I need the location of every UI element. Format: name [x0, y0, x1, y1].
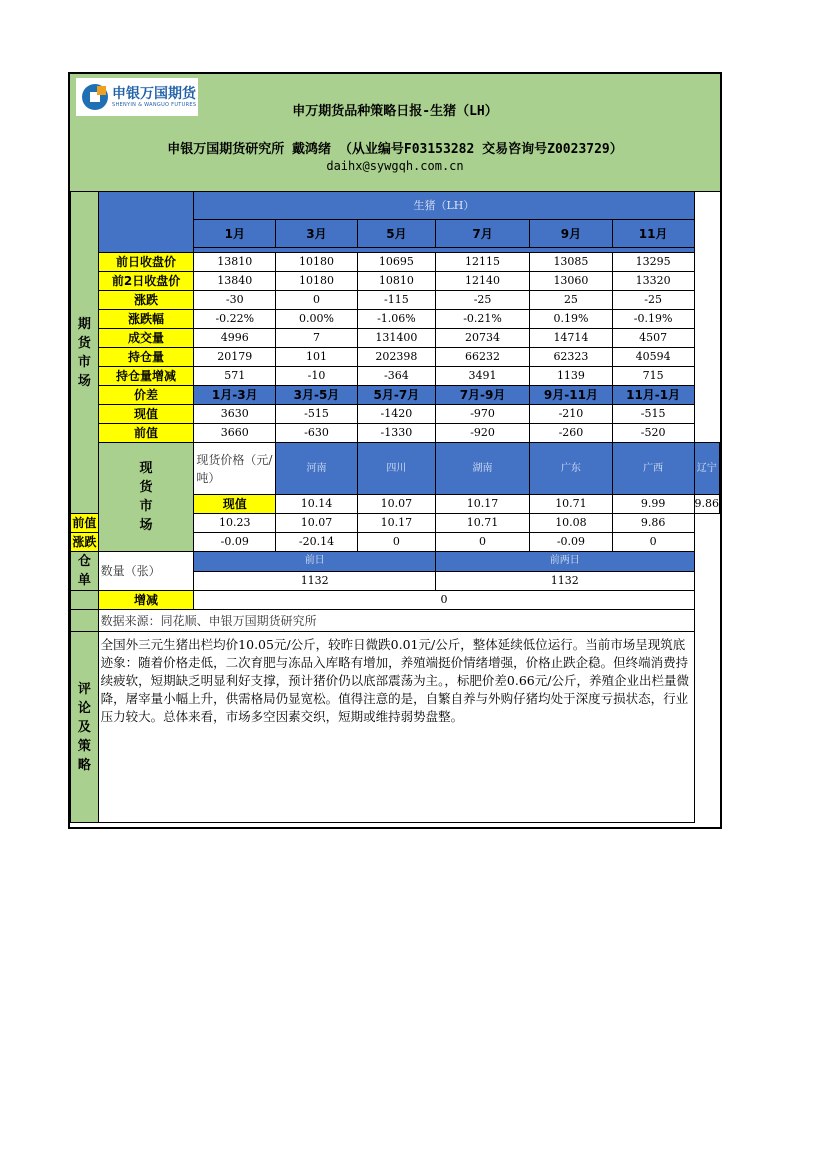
spot-section-label [98, 443, 194, 552]
province-header: 广西 [612, 443, 694, 495]
spread-cell: -630 [276, 424, 358, 443]
futures-cell: 13810 [194, 253, 276, 272]
futures-cell: 20734 [435, 329, 529, 348]
futures-cell: 13320 [612, 272, 694, 291]
futures-row-label: 持仓量增减 [98, 367, 194, 386]
futures-cell: 10810 [357, 272, 435, 291]
futures-row-label: 持仓量 [98, 348, 194, 367]
futures-row-label: 涨跌 [98, 291, 194, 310]
spot-row-label: 现值 [194, 495, 276, 514]
futures-cell: 571 [194, 367, 276, 386]
warehouse-qty-label: 数量（张） [98, 552, 194, 591]
futures-cell: 25 [530, 291, 613, 310]
province-header: 辽宁 [694, 443, 720, 495]
spread-cell: -515 [612, 405, 694, 424]
report-title: 申万期货品种策略日报-生猪（LH） [292, 104, 498, 119]
futures-cell: 12115 [435, 253, 529, 272]
spread-header: 1月-3月 [194, 386, 276, 405]
commentary-section-text: 评论及策略 [77, 681, 91, 773]
commentary-text: 全国外三元生猪出栏均价10.05元/公斤，较昨日微跌0.01元/公斤，整体延续低位运行。当前市场呈现筑底迹象：随着价格走低，二次育肥与冻品入库略有增加，养殖端挺价情绪增强，价格止跌企稳。但终端消费持续疲软，短期缺乏明显利好支撑，预计猪价仍以底部震荡为主。，标肥价差0.66元/公斤，养殖企业出栏量微降，屠宰量小幅上升，供需格局仍显宽松。值得注意的是，自繁自养与外购仔猪均处于深度亏损状态，行业压力较大。总体来看，市场多空因素交织，短期或维持弱势盘整。 [98, 632, 694, 823]
futures-cell: 10180 [276, 272, 358, 291]
futures-cell: -115 [357, 291, 435, 310]
spread-row-label: 现值 [98, 405, 194, 424]
spot-section-text: 现货市场 [139, 461, 153, 533]
spread-cell: -1330 [357, 424, 435, 443]
spot-cell: 10.14 [276, 495, 358, 514]
warehouse-col-prev2: 前两日 [435, 552, 694, 572]
spot-cell: -20.14 [276, 533, 358, 552]
report-header [70, 74, 720, 192]
futures-cell: 1139 [530, 367, 613, 386]
month-header: 1月 [194, 220, 276, 248]
warehouse-change-label: 增减 [98, 591, 194, 610]
month-header: 9月 [530, 220, 613, 248]
spread-cell: -210 [530, 405, 613, 424]
futures-row-label: 前2日收盘价 [98, 272, 194, 291]
logo-en-text: SHENYIN & WANGUO FUTURES [112, 102, 197, 108]
futures-cell: -10 [276, 367, 358, 386]
province-header: 湖南 [435, 443, 529, 495]
spot-cell: 10.07 [357, 495, 435, 514]
spot-cell: 10.71 [530, 495, 613, 514]
data-source: 数据来源：同花顺、申银万国期货研究所 [98, 610, 694, 632]
spot-cell: -0.09 [194, 533, 276, 552]
warehouse-val-prev: 1132 [194, 571, 436, 591]
spread-cell: -970 [435, 405, 529, 424]
spread-header: 11月-1月 [612, 386, 694, 405]
futures-cell: -25 [435, 291, 529, 310]
warehouse-side-filler [71, 591, 99, 610]
spread-header: 9月-11月 [530, 386, 613, 405]
futures-cell: 62323 [530, 348, 613, 367]
source-side-filler [71, 610, 99, 632]
futures-cell: 0 [276, 291, 358, 310]
futures-cell: 14714 [530, 329, 613, 348]
spread-label: 价差 [98, 386, 194, 405]
spot-cell: 10.08 [530, 514, 613, 533]
spread-cell: 3660 [194, 424, 276, 443]
month-header: 11月 [612, 220, 694, 248]
futures-cell: 202398 [357, 348, 435, 367]
spread-cell: -1420 [357, 405, 435, 424]
futures-cell: 66232 [435, 348, 529, 367]
futures-cell: 101 [276, 348, 358, 367]
spot-cell: 9.86 [612, 514, 694, 533]
futures-cell: -0.21% [435, 310, 529, 329]
spot-cell: 0 [612, 533, 694, 552]
spread-cell: -520 [612, 424, 694, 443]
spot-row-label: 涨跌 [71, 533, 99, 552]
spot-cell: 10.07 [276, 514, 358, 533]
warehouse-val-prev2: 1132 [435, 571, 694, 591]
futures-corner [98, 192, 194, 253]
futures-cell: 0.00% [276, 310, 358, 329]
spread-cell: -515 [276, 405, 358, 424]
report-sheet [68, 72, 722, 829]
spot-cell: 9.86 [694, 495, 720, 514]
spot-cell: 10.71 [435, 514, 529, 533]
spread-header: 5月-7月 [357, 386, 435, 405]
spot-price-label: 现货价格（元/吨） [194, 443, 276, 495]
product-name: 生猪（LH） [194, 192, 694, 220]
spot-cell: 10.23 [194, 514, 276, 533]
spot-cell: 10.17 [435, 495, 529, 514]
futures-cell: 0.19% [530, 310, 613, 329]
province-header: 广东 [530, 443, 613, 495]
futures-row-label: 涨跌幅 [98, 310, 194, 329]
province-header: 河南 [276, 443, 358, 495]
futures-cell: 7 [276, 329, 358, 348]
spread-cell: 3630 [194, 405, 276, 424]
futures-cell: -30 [194, 291, 276, 310]
futures-cell: -0.19% [612, 310, 694, 329]
month-header: 3月 [276, 220, 358, 248]
spot-cell: 0 [357, 533, 435, 552]
futures-cell: 3491 [435, 367, 529, 386]
spread-cell: -260 [530, 424, 613, 443]
data-table [70, 191, 720, 823]
spread-cell: -920 [435, 424, 529, 443]
futures-row-label: 成交量 [98, 329, 194, 348]
futures-section-label: 期货市场 [71, 192, 99, 514]
futures-cell: 131400 [357, 329, 435, 348]
futures-cell: -1.06% [357, 310, 435, 329]
futures-cell: 13295 [612, 253, 694, 272]
warehouse-section-label [71, 552, 99, 591]
futures-cell: 12140 [435, 272, 529, 291]
futures-cell: 13085 [530, 253, 613, 272]
report-author: 申银万国期货研究所 戴鸿绪 （从业编号F03153282 交易咨询号Z0023729） [167, 142, 623, 157]
spot-row-label: 前值 [71, 514, 99, 533]
spot-cell: 0 [435, 533, 529, 552]
warehouse-change-value: 0 [194, 591, 694, 610]
month-header: 7月 [435, 220, 529, 248]
logo-cn-text: 申银万国期货 [112, 86, 196, 102]
spot-cell: 10.17 [357, 514, 435, 533]
futures-cell: -364 [357, 367, 435, 386]
futures-cell: 715 [612, 367, 694, 386]
futures-row-label: 前日收盘价 [98, 253, 194, 272]
warehouse-section-text: 仓单 [77, 554, 91, 588]
futures-cell: 40594 [612, 348, 694, 367]
futures-cell: 4996 [194, 329, 276, 348]
spot-cell: -0.09 [530, 533, 613, 552]
futures-cell: 13840 [194, 272, 276, 291]
spread-header: 7月-9月 [435, 386, 529, 405]
spread-row-label: 前值 [98, 424, 194, 443]
author-email: daihx@sywgqh.com.cn [326, 159, 464, 173]
futures-cell: 20179 [194, 348, 276, 367]
futures-cell: 4507 [612, 329, 694, 348]
futures-cell: -25 [612, 291, 694, 310]
futures-cell: 13060 [530, 272, 613, 291]
warehouse-col-prev: 前日 [194, 552, 436, 572]
spot-cell: 9.99 [612, 495, 694, 514]
futures-cell: 10180 [276, 253, 358, 272]
month-header: 5月 [357, 220, 435, 248]
province-header: 四川 [357, 443, 435, 495]
spread-header: 3月-5月 [276, 386, 358, 405]
futures-cell: -0.22% [194, 310, 276, 329]
commentary-section-label [71, 632, 99, 823]
futures-cell: 10695 [357, 253, 435, 272]
